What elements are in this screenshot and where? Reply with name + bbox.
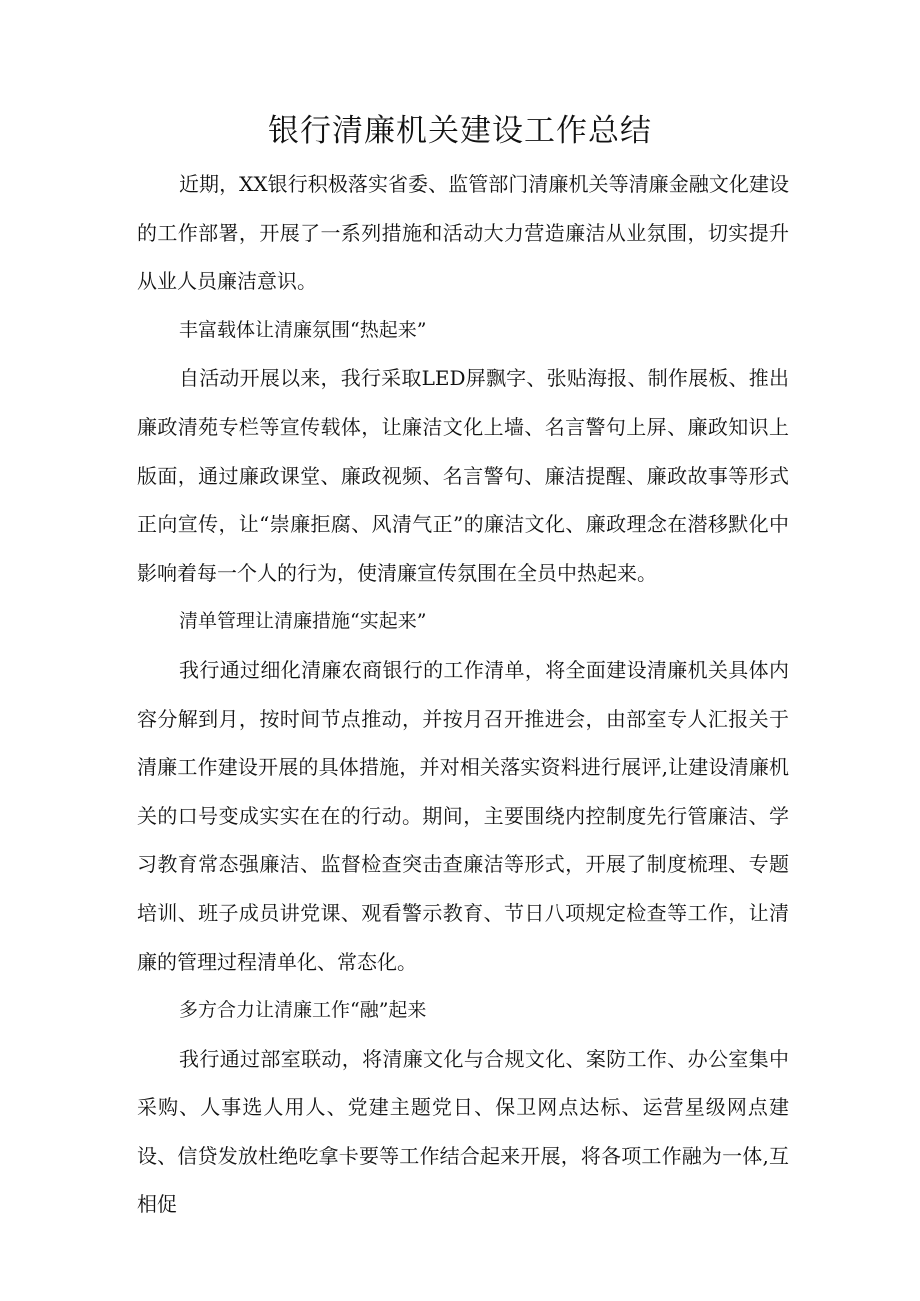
section-2-paragraph: 我行通过细化清廉农商银行的工作清单，将全面建设清廉机关具体内容分解到月，按时间节点推动，并按月召开推进会，由部室专人汇报关于清廉工作建设开展的具体措施，并对相关落实资料进行展评,让建设清廉机关的口号变成实实在在的行动。期间，主要围绕内控制度先行管廉洁、学习教育常态强廉洁、监督检查突击查廉洁等形式，开展了制度梳理、专题培训、班子成员讲党课、观看警示教育、节日八项规定检查等工作，让清廉的管理过程清单化、常态化。 [137,657,789,974]
document-title: 银行清廉机关建设工作总结 [268,113,652,149]
section-heading-2: 清单管理让清廉措施“实起来” [179,610,427,633]
section-heading-1: 丰富载体让清廉氛围“热起来” [179,318,427,341]
section-heading-3: 多方合力让清廉工作“融”起来 [179,999,427,1022]
section-1-paragraph: 自活动开展以来，我行采取LED屏飘字、张贴海报、制作展板、推出廉政清苑专栏等宣传载体，让廉洁文化上墙、名言警句上屏、廉政知识上版面，通过廉政课堂、廉政视频、名言警句、廉洁提醒、廉政故事等形式正向宣传，让“崇廉拒腐、风清气正”的廉洁文化、廉政理念在潜移默化中影响着每一个人的行为，使清廉宣传氛围在全员中热起来。 [137,366,789,585]
section-3-paragraph: 我行通过部室联动，将清廉文化与合规文化、案防工作、办公室集中采购、人事选人用人、党建主题党日、保卫网点达标、运营星级网点建设、信贷发放杜绝吃拿卡要等工作结合起来开展，将各项工作融为一体,互相促 [137,1046,789,1217]
document-body [137,160,789,1229]
intro-paragraph: 近期，XX银行积极落实省委、监管部门清廉机关等清廉金融文化建设的工作部署，开展了一系列措施和活动大力营造廉洁从业氛围，切实提升从业人员廉洁意识。 [137,172,789,294]
